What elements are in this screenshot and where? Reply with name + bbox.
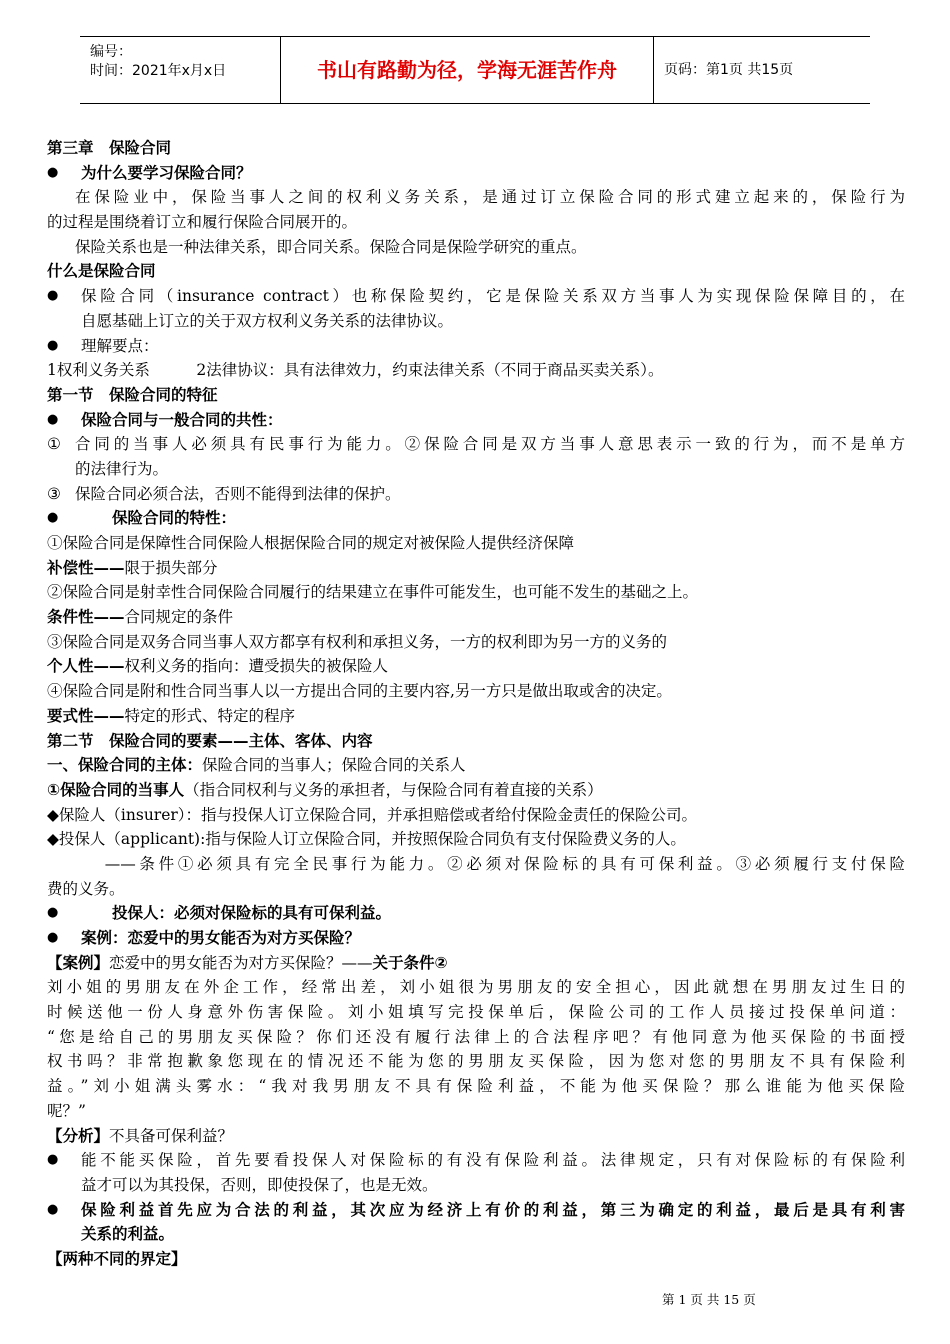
- text-line: [47, 877, 905, 902]
- text-line: [47, 1173, 905, 1198]
- text-line: [47, 309, 905, 334]
- bold-term: 补偿性——: [47, 558, 125, 577]
- text-line: [47, 605, 905, 630]
- text-line: [47, 951, 905, 976]
- text-line: [47, 284, 905, 309]
- line-text: 合同的当事人必须具有民事行为能力。②保险合同是双方当事人意思表示一致的行为，而不是单方: [75, 435, 905, 454]
- header-motto: 书山有路勤为径，学海无涯苦作舟: [280, 37, 654, 103]
- text-line: [47, 482, 905, 507]
- bold-term: 【分析】: [47, 1126, 110, 1145]
- line-text: 特定的形式、特定的程序: [124, 706, 296, 725]
- text-line: [47, 506, 905, 531]
- line-text: 保险合同的特性：: [81, 509, 237, 528]
- line-text: 保险合同的当事人；保险合同的关系人: [202, 756, 466, 775]
- line-text: 自愿基础上订立的关于双方权利义务关系的法律协议。: [81, 311, 454, 330]
- text-line: [47, 358, 905, 383]
- text-line: [47, 926, 905, 951]
- page-footer: 第 1 页 共 15 页: [662, 1292, 756, 1307]
- line-text: 关系的利益。: [81, 1225, 175, 1244]
- text-line: [47, 1124, 905, 1149]
- bullet-icon: ●: [47, 288, 59, 304]
- bold-term: 要式性——: [47, 706, 125, 725]
- line-text: 1权利义务关系 2法律协议：具有法律效力，约束法律关系（不同于商品买卖关系）。: [47, 361, 664, 380]
- line-text: ◆保险人（insurer）：指与投保人订立保险合同，并承担赔偿或者给付保险金责任的保险公司。: [47, 805, 698, 824]
- text-line: [47, 1025, 905, 1050]
- line-text: ④保险合同是附和性合同当事人以一方提出合同的主要内容,另一方只是做出取或舍的决定。: [47, 682, 672, 701]
- line-text: 能不能买保险，首先要看投保人对保险标的有没有保险利益。法律规定，只有对保险标的有保险利: [81, 1151, 905, 1170]
- header-page-info: 页码：第1页 共15页: [664, 62, 794, 78]
- line-text: 限于损失部分: [124, 558, 218, 577]
- text-line: [47, 185, 905, 210]
- header-meta: [80, 37, 280, 103]
- line-text: 在保险业中，保险当事人之间的权利义务关系，是通过订立保险合同的形式建立起来的，保险行为: [75, 188, 905, 207]
- text-line: [47, 704, 905, 729]
- bold-term: 条件性——: [47, 608, 125, 627]
- text-line: [47, 1000, 905, 1025]
- bold-term: 关于条件②: [372, 953, 448, 972]
- text-line: [47, 457, 905, 482]
- line-text: 保险合同与一般合同的共性：: [81, 410, 283, 429]
- line-text: 投保人：必须对保险标的具有可保利益。: [81, 904, 392, 923]
- text-line: [47, 1198, 905, 1223]
- text-line: [47, 580, 905, 605]
- line-text: 【两种不同的界定】: [47, 1249, 187, 1268]
- text-line: [47, 161, 905, 186]
- line-text: 益。”刘小姐满头雾水：“我对我男朋友不具有保险利益，不能为他买保险？那么谁能为他买保险: [47, 1077, 905, 1096]
- header-number-label: 编号：: [90, 44, 132, 60]
- bullet-icon: ●: [47, 1152, 59, 1168]
- page-header: [80, 36, 870, 104]
- line-text: “您是给自己的男朋友买保险？你们还没有履行法律上的合法程序吧？有他同意为他买保险的书面授: [47, 1027, 905, 1046]
- bold-term: 个人性——: [47, 657, 125, 676]
- line-text: 保险关系也是一种法律关系，即合同关系。保险合同是保险学研究的重点。: [75, 237, 587, 256]
- text-line: [47, 827, 905, 852]
- bullet-icon: ●: [47, 337, 59, 353]
- line-text: ②保险合同是射幸性合同保险合同履行的结果建立在事件可能发生，也可能不发生的基础之上。: [47, 583, 699, 602]
- text-line: [47, 531, 905, 556]
- bold-term: ①保险合同的当事人: [47, 780, 185, 799]
- header-date: 时间：2021年x月x日: [90, 63, 227, 79]
- line-text: 呢？”: [47, 1101, 86, 1120]
- text-line: [47, 383, 905, 408]
- text-line: [47, 630, 905, 655]
- text-line: [47, 852, 905, 877]
- line-text: 的法律行为。: [75, 459, 169, 478]
- line-text: 权利义务的指向：遭受损失的被保险人: [124, 657, 389, 676]
- line-text: 的过程是围绕着订立和履行保险合同展开的。: [47, 213, 358, 232]
- line-text: 保险合同必须合法，否则不能得到法律的保护。: [75, 484, 401, 503]
- line-text: 合同规定的条件: [124, 608, 234, 627]
- text-line: [47, 654, 905, 679]
- bullet-icon: ●: [47, 905, 59, 921]
- line-text: 权书吗？非常抱歉象您现在的情况还不能为您的男朋友买保险，因为您对您的男朋友不具有保险利: [47, 1052, 905, 1071]
- text-line: [47, 679, 905, 704]
- text-line: [47, 1247, 905, 1272]
- line-text: 保险合同（insurance contract）也称保险契约，它是保险关系双方当事人为实现保险保障目的，在: [81, 287, 905, 306]
- text-line: [47, 975, 905, 1000]
- text-line: [47, 803, 905, 828]
- text-line: [47, 901, 905, 926]
- line-text: 什么是保险合同: [47, 262, 156, 281]
- line-text: ③保险合同是双务合同当事人双方都享有权利和承担义务，一方的权利即为另一方的义务的: [47, 632, 668, 651]
- bold-term: 【案例】: [47, 953, 110, 972]
- text-line: [47, 235, 905, 260]
- bullet-icon: ●: [47, 1201, 59, 1217]
- circled-number: ③: [47, 484, 61, 503]
- text-line: [47, 1049, 905, 1074]
- bullet-icon: ●: [47, 510, 59, 526]
- document-body: [47, 136, 905, 1272]
- line-text: ——条件①必须具有完全民事行为能力。②必须对保险标的具有可保利益。③必须履行支付保险: [47, 854, 905, 873]
- line-text: 时候送他一份人身意外伤害保险。刘小姐填写完投保单后，保险公司的工作人员接过投保单问道：: [47, 1003, 905, 1022]
- bullet-icon: ●: [47, 411, 59, 427]
- text-line: [47, 729, 905, 754]
- line-text: 保险利益首先应为合法的利益，其次应为经济上有价的利益，第三为确定的利益，最后是具有利害: [81, 1200, 905, 1219]
- text-line: [47, 408, 905, 433]
- text-line: [47, 753, 905, 778]
- line-text: 案例：恋爱中的男女能否为对方买保险？: [81, 929, 361, 947]
- line-text: 第二节 保险合同的要素——主体、客体、内容: [47, 731, 373, 750]
- bullet-icon: ●: [47, 164, 59, 180]
- bold-term: 一、保险合同的主体：: [47, 756, 203, 775]
- text-line: [47, 778, 905, 803]
- line-text: 刘小姐的男朋友在外企工作，经常出差，刘小姐很为男朋友的安全担心，因此就想在男朋友过生日的: [47, 978, 905, 997]
- text-line: [47, 556, 905, 581]
- circled-number: ①: [47, 435, 61, 454]
- line-text: 理解要点：: [81, 336, 159, 355]
- text-line: [47, 1148, 905, 1173]
- line-text: 益才可以为其投保，否则，即使投保了，也是无效。: [81, 1175, 438, 1194]
- text-line: [47, 1099, 905, 1124]
- line-text: ①保险合同是保障性合同保险人根据保险合同的规定对被保险人提供经济保障: [47, 534, 575, 552]
- bullet-icon: ●: [47, 930, 59, 945]
- line-text: 费的义务。: [47, 879, 125, 898]
- text-line: [47, 1074, 905, 1099]
- text-line: [47, 259, 905, 284]
- line-text: ◆投保人（applicant):指与保险人订立保险合同，并按照保险合同负有支付保险费义务的人。: [47, 830, 686, 849]
- text-line: [47, 136, 905, 161]
- text-line: [47, 210, 905, 235]
- line-text: 为什么要学习保险合同？: [81, 163, 252, 182]
- text-line: [47, 334, 905, 359]
- text-line: [47, 432, 905, 457]
- text-line: [47, 1222, 905, 1247]
- line-text: 恋爱中的男女能否为对方买保险？——: [109, 953, 373, 972]
- line-text: （指合同权利与义务的承担者，与保险合同有着直接的关系）: [184, 780, 603, 799]
- line-text: 第三章 保险合同: [47, 139, 172, 157]
- line-text: 第一节 保险合同的特征: [47, 385, 218, 404]
- line-text: 不具备可保利益？: [109, 1126, 234, 1145]
